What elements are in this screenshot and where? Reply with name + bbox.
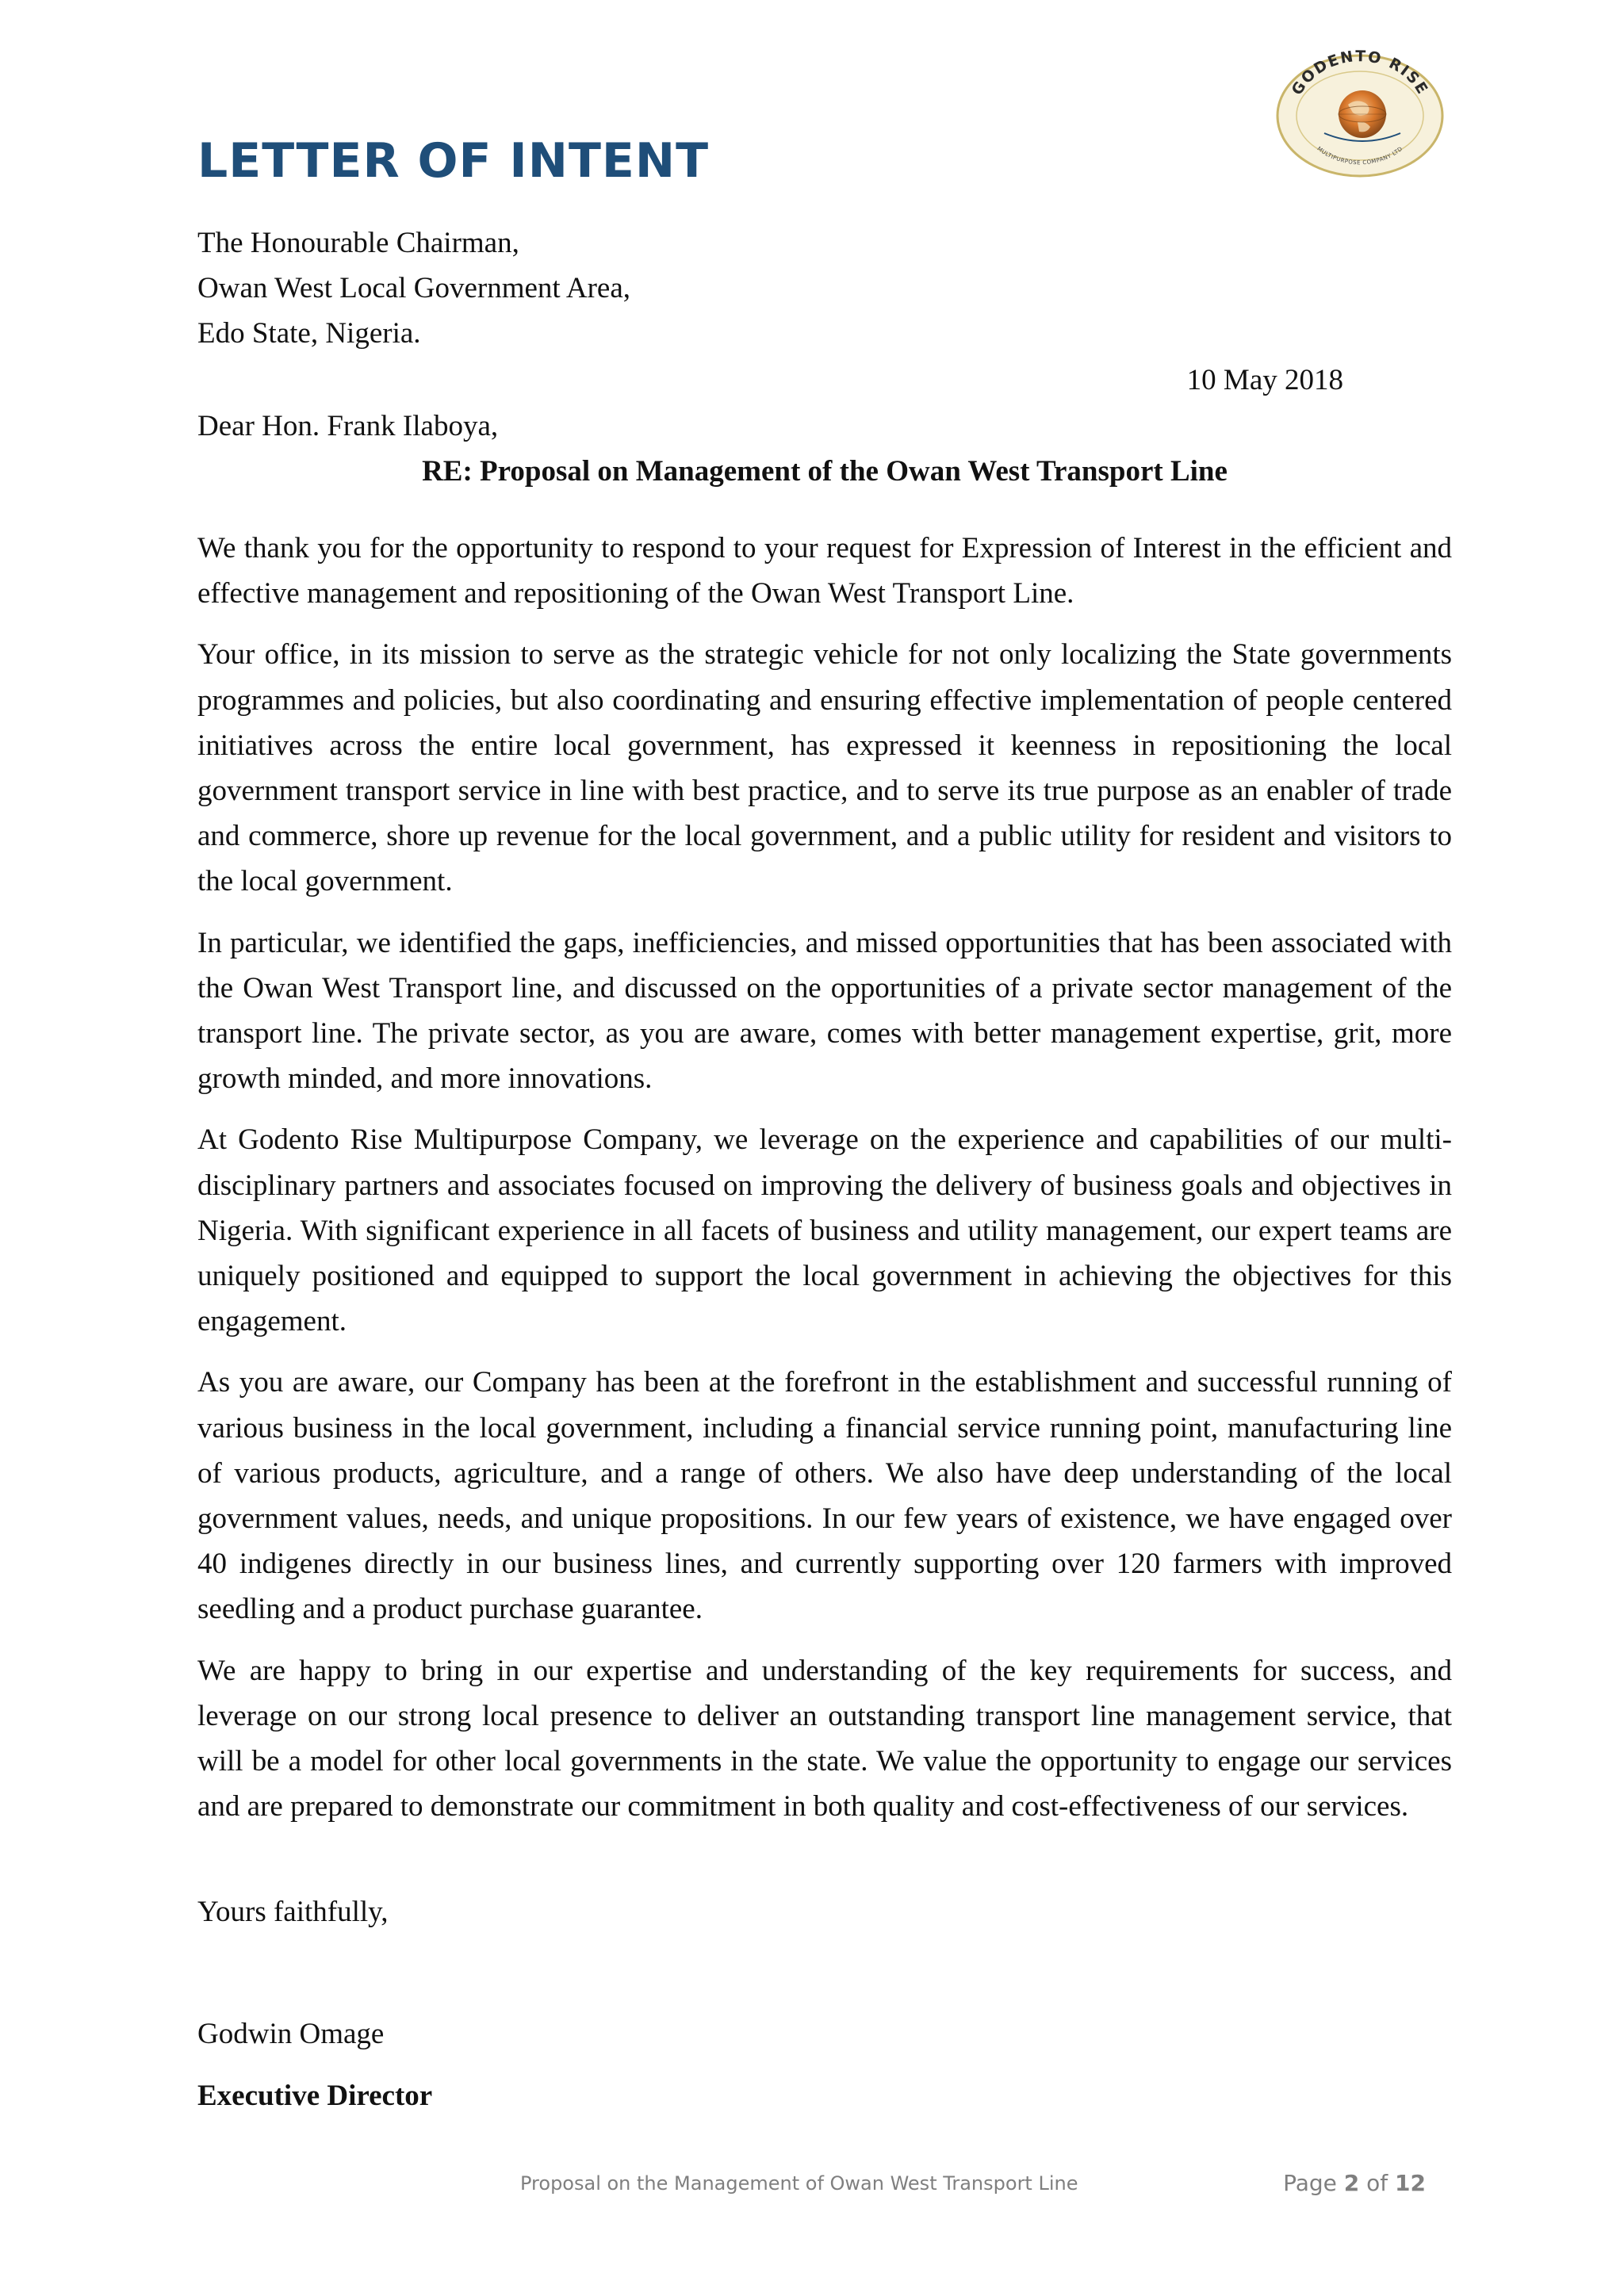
- body-paragraph: We thank you for the opportunity to respond to your request for Expression of Interest in the efficient and effective management and repositioning of the Owan West Transport Line.: [197, 532, 1452, 610]
- body-paragraph: At Godento Rise Multipurpose Company, we leverage on the experience and capabilities of our multi-disciplinary partners and associates focused on improving the delivery of business goals and objectives in Nigeria. With significant experience in all facets of business and utility management, our expert teams are uniquely positioned and equipped to support the local government in achieving the objectives for this engagement.: [197, 1123, 1452, 1338]
- page-of: of: [1359, 2170, 1396, 2196]
- footer-document-title: Proposal on the Management of Owan West Transport Line: [520, 2172, 1078, 2195]
- address-line: The Honourable Chairman,: [197, 227, 519, 259]
- closing: Yours faithfully,: [197, 1896, 389, 1928]
- svg-text:MULTIPURPOSE COMPANY LTD: MULTIPURPOSE COMPANY LTD: [1316, 145, 1404, 166]
- page-total: 12: [1395, 2170, 1426, 2196]
- signer-title: Executive Director: [197, 2080, 433, 2112]
- page-number: [1283, 2170, 1426, 2196]
- body-paragraph: We are happy to bring in our expertise and understanding of the key requirements for success, and leverage on our strong local presence to deliver an outstanding transport line management service, that will be a model for other local governments in the state. We value the opportunity to engage our services and are prepared to demonstrate our commitment in both quality and cost-effectiveness of our services.: [197, 1654, 1452, 1823]
- recipient-address: [197, 220, 630, 356]
- svg-text:GODENTO RISE: GODENTO RISE: [1288, 48, 1432, 98]
- body-paragraph: In particular, we identified the gaps, inefficiencies, and missed opportunities that has been associated with the Owan West Transport line, and discussed on the opportunities of a private sector management of the transport line. The private sector, as you are aware, comes with better management expertise, grit, more growth minded, and more innovations.: [197, 926, 1452, 1096]
- page-prefix: Page: [1283, 2170, 1344, 2196]
- address-line: Edo State, Nigeria.: [197, 317, 421, 350]
- salutation: Dear Hon. Frank Ilaboya,: [197, 410, 499, 442]
- letter-date: 10 May 2018: [1186, 364, 1343, 396]
- body-paragraph: Your office, in its mission to serve as the strategic vehicle for not only localizing the State governments programmes and policies, but also coordinating and ensuring effective implementation of people centered initiatives across the entire local government, has expressed it keenness in repositioning the local government transport service in line with best practice, and to serve its true purpose as an enabler of trade and commerce, shore up revenue for the local government, and a public utility for resident and visitors to the local government.: [197, 638, 1452, 898]
- company-logo: [1269, 36, 1451, 179]
- page-current: 2: [1343, 2170, 1360, 2196]
- signer-name: Godwin Omage: [197, 2018, 385, 2050]
- subject-line: RE: Proposal on Management of the Owan West Transport Line: [422, 455, 1228, 488]
- letter-title: LETTER OF INTENT: [197, 133, 710, 189]
- logo-seal-icon: [1269, 36, 1451, 179]
- address-line: Owan West Local Government Area,: [197, 272, 631, 304]
- body-paragraph: As you are aware, our Company has been at the forefront in the establishment and successful running of various business in the local government, including a financial service running point, manufacturing line of various products, agriculture, and a range of others. We also have deep understanding of the local government values, needs, and unique propositions. In our few years of existence, we have engaged over 40 indigenes directly in our business lines, and currently supporting over 120 farmers with improved seedling and a product purchase guarantee.: [197, 1366, 1452, 1626]
- letter-body: [197, 526, 1452, 1845]
